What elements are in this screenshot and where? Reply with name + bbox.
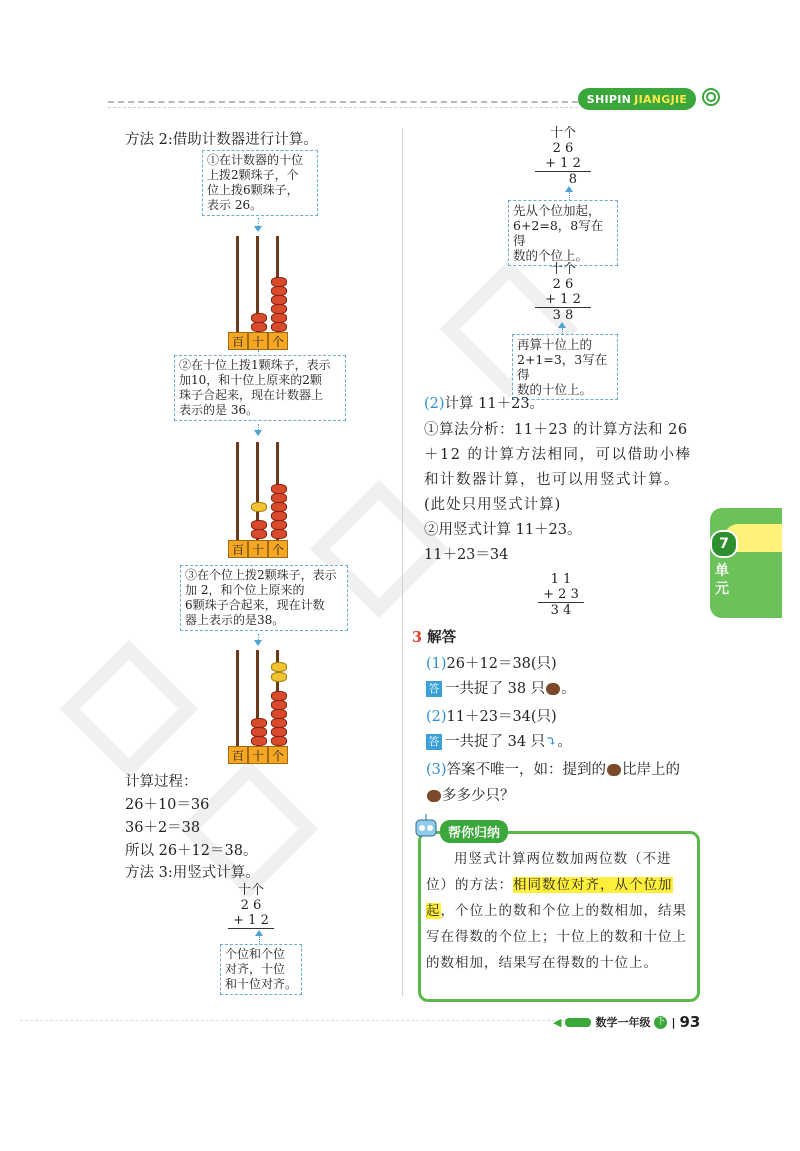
question-2: (2)计算 11＋23。: [424, 396, 545, 412]
analysis-line: (此处只用竖式计算): [424, 497, 562, 513]
arrow-line: [259, 936, 260, 944]
vertical-calc-step2: 十个 2 6 + 1 2 3 8: [535, 262, 591, 323]
answer-1-statement: 答 一共捉了 38 只 。: [426, 677, 576, 698]
crab-icon: [607, 764, 621, 776]
header-rule: [108, 107, 578, 108]
note-ones-first: 先从个位加起， 6+2=8，8写在得 数的个位上。: [508, 200, 618, 266]
header-rule: [108, 101, 578, 103]
header-badge: [578, 88, 696, 110]
analysis-line: 11＋23＝34: [424, 547, 509, 563]
watermark-shape: [60, 640, 199, 779]
answer-1-calc: (1)26＋12＝38(只): [426, 656, 557, 672]
arrow-down-icon: [254, 226, 262, 232]
analysis-line: 和计数器计算，也可以用竖式计算。: [424, 472, 680, 488]
calc-line: 所以 26＋12＝38。: [125, 843, 258, 859]
footer-rule: [20, 1020, 570, 1021]
answer-2-calc: (2)11＋23＝34(只): [426, 709, 557, 725]
calc-line: 36＋2＝38: [125, 820, 201, 836]
header-badge-right: JIANGJIE: [634, 92, 688, 106]
arrow-down-icon: [254, 640, 262, 646]
summary-title: 帮你归纳: [440, 820, 508, 843]
robot-icon: [410, 812, 444, 842]
footer-volume: 下: [656, 1016, 666, 1027]
vertical-calc-11-23: 1 1 + 2 3 3 4: [538, 572, 584, 618]
shrimp-icon: ⤵: [545, 734, 558, 750]
analysis-line: ＋12 的计算方法相同，可以借助小棒: [424, 447, 692, 463]
analysis-line: ②用竖式计算 11＋23。: [424, 522, 582, 538]
answer-3-line2: 多多少只？: [426, 784, 515, 805]
crab-icon: [427, 790, 441, 802]
note-step3: ③在个位上拨2颗珠子，表示 加 2，和个位上原来的 6颗珠子合起来，现在计数 器上表示的是38。: [180, 565, 348, 631]
arrow-down-icon: [254, 430, 262, 436]
note-step1: ①在计数器的十位 上拨2颗珠子，个 位上拨6颗珠子， 表示 26。: [202, 150, 318, 216]
method3-title: 方法 3:用竖式计算。: [125, 865, 260, 881]
section-3-heading: 3 解答: [412, 629, 457, 646]
column-divider: [402, 128, 403, 996]
unit-label: 单元: [715, 563, 729, 597]
crab-icon: [546, 683, 560, 695]
note-tens-next: 再算十位上的 2+1=3，3写在得 数的十位上。: [512, 334, 618, 400]
answer-2-statement: 答 一共捉了 34 只⤵。: [426, 730, 572, 751]
calc-line: 26＋10＝36: [125, 797, 210, 813]
answer-badge-icon: 答: [426, 734, 442, 750]
vertical-calc-step1: 十个 2 6 + 1 2 8: [535, 126, 591, 187]
publisher-logo: [565, 1018, 591, 1027]
note-align: 个位和个位 对齐，十位 和十位对齐。: [220, 944, 302, 995]
vertical-calc-left: 十个 2 6 + 1 2: [228, 883, 274, 929]
arrow-line: [569, 192, 570, 200]
analysis-line: ①算法分析：11＋23 的计算方法和 26: [424, 422, 688, 438]
method2-title: 方法 2:借助计数器进行计算。: [125, 132, 318, 148]
calc-title: 计算过程：: [125, 774, 198, 790]
footer: ◀ 数学一年级 下 | 93: [553, 1013, 701, 1031]
footer-book: 数学一年级: [595, 1016, 651, 1029]
unit-number: 7: [710, 530, 738, 558]
arrow-left-icon: ◀: [553, 1015, 562, 1029]
summary-text: 用竖式计算两位数加两位数（不进位）的方法：相同数位对齐，从个位加起，个位上的数和个位上的数相加，结果写在得数的个位上；十位上的数和十位上的数相加，结果写在得数的十位上。: [426, 851, 687, 971]
header-badge-left: SHIPIN: [586, 92, 632, 106]
answer-3-line1: (3)答案不唯一，如：提到的 比岸上的: [426, 762, 681, 778]
page-number: 93: [679, 1013, 701, 1031]
note-step2: ②在十位上拨1颗珠子，表示 加10，和十位上原来的2颗 珠子合起来，现在计数器上 表示的是 36。: [174, 355, 346, 421]
swirl-icon: [700, 86, 722, 108]
answer-badge-icon: 答: [426, 681, 442, 697]
